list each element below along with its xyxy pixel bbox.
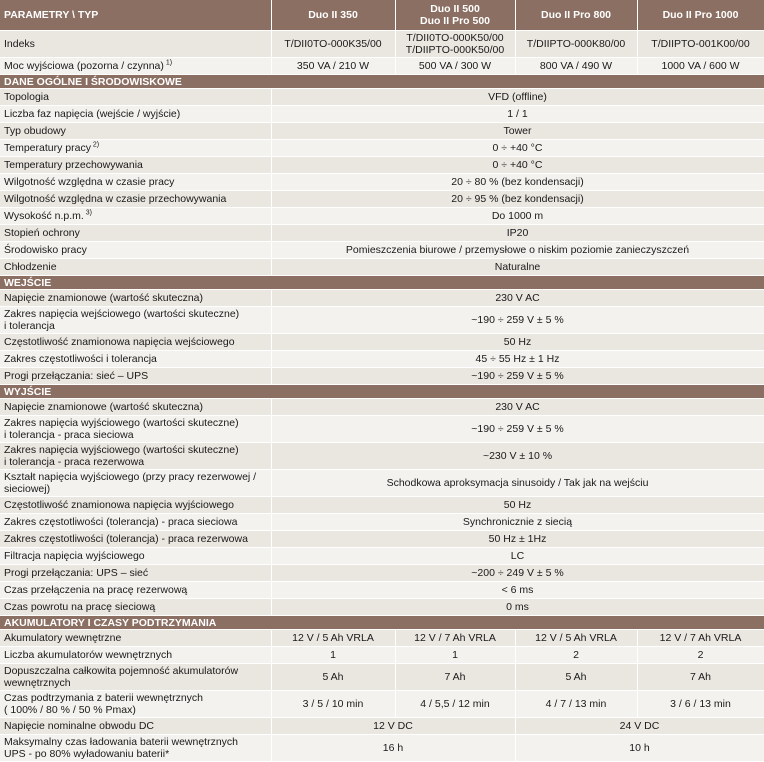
group-value: 12 V DC [271, 718, 515, 735]
group-value: 24 V DC [515, 718, 764, 735]
row-label: Czas przełączenia na pracę rezerwową [0, 582, 271, 599]
table-row [0, 565, 764, 582]
shared-value: Tower [271, 123, 764, 140]
shared-value: 230 V AC [271, 399, 764, 416]
row-label: Typ obudowy [0, 123, 271, 140]
table-row [0, 497, 764, 514]
table-row [0, 664, 764, 691]
shared-value: ~200 ÷ 249 V ± 5 % [271, 565, 764, 582]
row-label: Napięcie znamionowe (wartość skuteczna) [0, 290, 271, 307]
table-row [0, 582, 764, 599]
row-label: Progi przełączania: UPS – sieć [0, 565, 271, 582]
shared-value: Schodkowa aproksymacja sinusoidy / Tak jak na wejściu [271, 470, 764, 497]
shared-value: ~190 ÷ 259 V ± 5 % [271, 307, 764, 334]
group-value: 16 h [271, 735, 515, 762]
shared-value: Pomieszczenia biurowe / przemysłowe o niskim poziomie zanieczyszczeń [271, 242, 764, 259]
table-row [0, 514, 764, 531]
model-value: T/DIIPTO-000K80/00 [515, 31, 637, 58]
section-header [0, 75, 764, 89]
model-value: 4 / 5,5 / 12 min [395, 691, 515, 718]
table-row [0, 691, 764, 718]
table-row [0, 351, 764, 368]
table-row [0, 89, 764, 106]
row-label: Liczba akumulatorów wewnętrznych [0, 647, 271, 664]
row-label: Akumulatory wewnętrzne [0, 630, 271, 647]
row-label: Filtracja napięcia wyjściowego [0, 548, 271, 565]
table-row [0, 242, 764, 259]
table-row [0, 140, 764, 157]
row-label: Czas podtrzymania z baterii wewnętrznych ( 100% / 80 % / 50 % Pmax) [0, 691, 271, 718]
shared-value: LC [271, 548, 764, 565]
row-label: Kształt napięcia wyjściowego (przy pracy rezerwowej / sieciowej) [0, 470, 271, 497]
model-value: 800 VA / 490 W [515, 58, 637, 75]
shared-value: Do 1000 m [271, 208, 764, 225]
shared-value: ~190 ÷ 259 V ± 5 % [271, 416, 764, 443]
section-header [0, 616, 764, 630]
table-row [0, 174, 764, 191]
row-label: Liczba faz napięcia (wejście / wyjście) [0, 106, 271, 123]
section-header [0, 276, 764, 290]
row-label: Chłodzenie [0, 259, 271, 276]
row-label: Zakres napięcia wyjściowego (wartości skuteczne) i tolerancja - praca sieciowa [0, 416, 271, 443]
table-row [0, 735, 764, 762]
section-title: DANE OGÓLNE I ŚRODOWISKOWE [0, 75, 764, 89]
table-row [0, 334, 764, 351]
shared-value: 0 ÷ +40 °C [271, 140, 764, 157]
row-label: Napięcie nominalne obwodu DC [0, 718, 271, 735]
model-column-header: Duo II Pro 800 [515, 0, 637, 31]
shared-value: IP20 [271, 225, 764, 242]
table-row [0, 157, 764, 174]
row-label: Wilgotność względna w czasie pracy [0, 174, 271, 191]
row-label: Moc wyjściowa (pozorna / czynna) $^{1)}$ [0, 58, 271, 75]
table-row [0, 191, 764, 208]
row-label: Stopień ochrony [0, 225, 271, 242]
footnote-marker: 1) [163, 59, 173, 67]
shared-value: 0 ms [271, 599, 764, 616]
table-row [0, 599, 764, 616]
row-label: Temperatury przechowywania [0, 157, 271, 174]
row-label: Czas powrotu na pracę sieciową [0, 599, 271, 616]
table-row [0, 416, 764, 443]
row-label: Zakres napięcia wyjściowego (wartości skuteczne) i tolerancja - praca rezerwowa [0, 443, 271, 470]
table-row [0, 470, 764, 497]
shared-value: ~230 V ± 10 % [271, 443, 764, 470]
row-label: Środowisko pracy [0, 242, 271, 259]
model-value: 350 VA / 210 W [271, 58, 395, 75]
group-value: 10 h [515, 735, 764, 762]
table-row [0, 123, 764, 140]
row-label: Zakres częstotliwości i tolerancja [0, 351, 271, 368]
footnote-marker: 2) [90, 141, 100, 149]
model-value: 500 VA / 300 W [395, 58, 515, 75]
model-value: 7 Ah [395, 664, 515, 691]
row-label: Temperatury pracy $^{2)}$ [0, 140, 271, 157]
model-value: 12 V / 5 Ah VRLA [271, 630, 395, 647]
model-value: 3 / 6 / 13 min [637, 691, 764, 718]
table-row [0, 58, 764, 75]
shared-value: VFD (offline) [271, 89, 764, 106]
shared-value: 50 Hz [271, 334, 764, 351]
row-label: Indeks [0, 31, 271, 58]
model-value: 3 / 5 / 10 min [271, 691, 395, 718]
header-row [0, 0, 764, 31]
table-row [0, 208, 764, 225]
shared-value: 230 V AC [271, 290, 764, 307]
shared-value: 20 ÷ 95 % (bez kondensacji) [271, 191, 764, 208]
shared-value: 45 ÷ 55 Hz ± 1 Hz [271, 351, 764, 368]
row-label: Maksymalny czas ładowania baterii wewnętrznych UPS - po 80% wyładowaniu baterii* [0, 735, 271, 762]
row-label: Progi przełączania: sieć – UPS [0, 368, 271, 385]
row-label: Zakres częstotliwości (tolerancja) - praca rezerwowa [0, 531, 271, 548]
shared-value: 50 Hz [271, 497, 764, 514]
shared-value: < 6 ms [271, 582, 764, 599]
model-value: 5 Ah [271, 664, 395, 691]
model-value: 12 V / 7 Ah VRLA [395, 630, 515, 647]
shared-value: ~190 ÷ 259 V ± 5 % [271, 368, 764, 385]
section-title: WYJŚCIE [0, 385, 764, 399]
table-row [0, 399, 764, 416]
shared-value: 20 ÷ 80 % (bez kondensacji) [271, 174, 764, 191]
model-value: 4 / 7 / 13 min [515, 691, 637, 718]
shared-value: 50 Hz ± 1Hz [271, 531, 764, 548]
shared-value: Synchronicznie z siecią [271, 514, 764, 531]
table-row [0, 225, 764, 242]
row-label: Zakres napięcia wejściowego (wartości skuteczne) i tolerancja [0, 307, 271, 334]
model-value: 2 [637, 647, 764, 664]
footnote-marker: 3) [83, 209, 93, 217]
model-value: 12 V / 7 Ah VRLA [637, 630, 764, 647]
row-label: Zakres częstotliwości (tolerancja) - praca sieciowa [0, 514, 271, 531]
section-header [0, 385, 764, 399]
shared-value: 1 / 1 [271, 106, 764, 123]
model-value: 2 [515, 647, 637, 664]
model-value: 1 [271, 647, 395, 664]
table-row [0, 106, 764, 123]
model-value: 5 Ah [515, 664, 637, 691]
table-row [0, 718, 764, 735]
model-value: T/DII0TO-000K50/00 T/DIIPTO-000K50/00 [395, 31, 515, 58]
param-column-header: PARAMETRY \ TYP [0, 0, 271, 31]
row-label: Wilgotność względna w czasie przechowywania [0, 191, 271, 208]
table-row [0, 368, 764, 385]
model-value: T/DII0TO-000K35/00 [271, 31, 395, 58]
model-column-header: Duo II 500 Duo II Pro 500 [395, 0, 515, 31]
row-label: Częstotliwość znamionowa napięcia wejściowego [0, 334, 271, 351]
table-row [0, 307, 764, 334]
row-label: Topologia [0, 89, 271, 106]
table-row [0, 630, 764, 647]
table-row [0, 290, 764, 307]
row-label: Wysokość n.p.m. $^{3)}$ [0, 208, 271, 225]
table-row [0, 31, 764, 58]
model-column-header: Duo II 350 [271, 0, 395, 31]
model-value: 1000 VA / 600 W [637, 58, 764, 75]
model-value: T/DIIPTO-001K00/00 [637, 31, 764, 58]
shared-value: 0 ÷ +40 °C [271, 157, 764, 174]
table-row [0, 531, 764, 548]
table-row [0, 259, 764, 276]
table-row [0, 548, 764, 565]
model-value: 7 Ah [637, 664, 764, 691]
shared-value: Naturalne [271, 259, 764, 276]
section-title: AKUMULATORY I CZASY PODTRZYMANIA [0, 616, 764, 630]
model-value: 12 V / 5 Ah VRLA [515, 630, 637, 647]
table-row [0, 647, 764, 664]
row-label: Dopuszczalna całkowita pojemność akumulatorów wewnętrznych [0, 664, 271, 691]
row-label: Napięcie znamionowe (wartość skuteczna) [0, 399, 271, 416]
model-value: 1 [395, 647, 515, 664]
section-title: WEJŚCIE [0, 276, 764, 290]
model-column-header: Duo II Pro 1000 [637, 0, 764, 31]
row-label: Częstotliwość znamionowa napięcia wyjściowego [0, 497, 271, 514]
table-row [0, 443, 764, 470]
